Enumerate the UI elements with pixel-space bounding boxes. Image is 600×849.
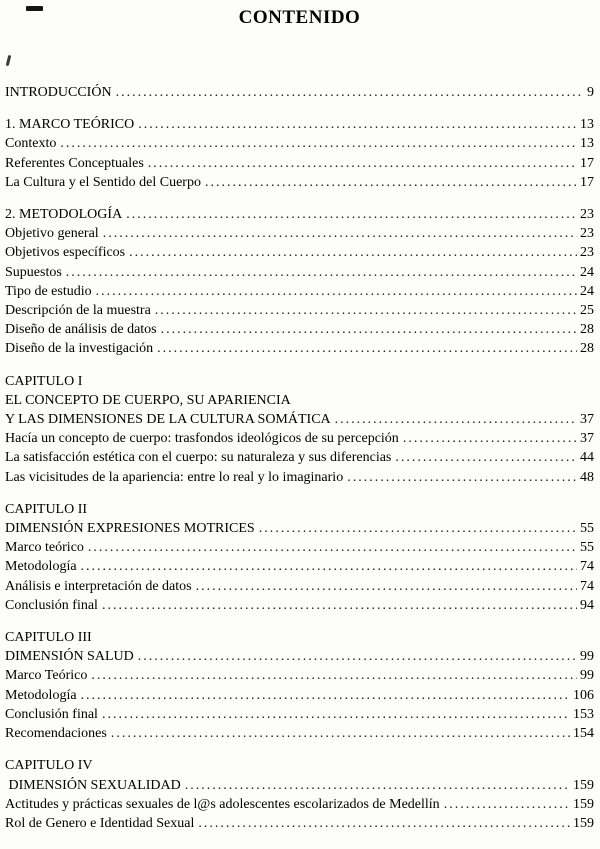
- dot-leader: [198, 814, 570, 833]
- dot-leader: [155, 301, 577, 320]
- dot-leader: [444, 795, 570, 814]
- toc-entry: [5, 519, 594, 538]
- toc-section: [5, 756, 594, 833]
- toc-entry: [5, 263, 594, 282]
- toc-entry-page: 23: [580, 245, 594, 261]
- toc-entry-page: 28: [580, 341, 594, 357]
- toc-entry: [5, 224, 594, 243]
- toc-entry-label: Recomendaciones: [5, 726, 107, 742]
- dot-leader: [161, 320, 577, 339]
- toc-entry-label: Referentes Conceptuales: [5, 155, 144, 171]
- toc-entry: [5, 500, 594, 519]
- toc-entry-page: 17: [580, 155, 594, 171]
- toc-entry-page: 13: [580, 136, 594, 152]
- toc-section: [5, 115, 594, 192]
- toc-entry-page: 23: [580, 207, 594, 223]
- toc-entry: [5, 776, 594, 795]
- toc-section: [5, 205, 594, 359]
- toc-entry-label: CAPITULO I: [5, 373, 83, 389]
- dot-leader: [395, 448, 577, 467]
- toc-entry: [5, 628, 594, 647]
- dot-leader: [81, 686, 570, 705]
- toc-section: [5, 372, 594, 487]
- toc-entry: [5, 795, 594, 814]
- toc-entry-page: 24: [580, 264, 594, 280]
- dot-leader: [403, 429, 577, 448]
- toc-entry: [5, 205, 594, 224]
- dot-leader: [157, 339, 577, 358]
- toc-entry-label: Hacía un concepto de cuerpo: trasfondos ideológicos de su percepción: [5, 431, 399, 447]
- dot-leader: [66, 263, 577, 282]
- toc-entry: [5, 724, 594, 743]
- dot-leader: [102, 596, 577, 615]
- dot-leader: [88, 538, 577, 557]
- toc-entry: [5, 83, 594, 102]
- toc-entry-label: Diseño de análisis de datos: [5, 322, 157, 338]
- toc-entry-page: 25: [580, 303, 594, 319]
- toc-entry: [5, 115, 594, 134]
- scan-artifact-left: [6, 55, 12, 66]
- toc-entry: [5, 301, 594, 320]
- toc-entry-label: Conclusión final: [5, 706, 98, 722]
- toc-entry-page: 99: [580, 668, 594, 684]
- toc-entry-label: Marco teórico: [5, 540, 84, 556]
- dot-leader: [91, 666, 577, 685]
- toc-entry: [5, 686, 594, 705]
- toc-entry-label: DIMENSIÓN SALUD: [5, 649, 134, 665]
- toc-entry-label: Contexto: [5, 136, 57, 152]
- toc-entry-page: 23: [580, 226, 594, 242]
- dot-leader: [347, 468, 577, 487]
- toc-entry-label: EL CONCEPTO DE CUERPO, SU APARIENCIA: [5, 392, 291, 408]
- toc-entry: [5, 666, 594, 685]
- toc-entry-label: Supuestos: [5, 264, 62, 280]
- dot-leader: [138, 115, 577, 134]
- dot-leader: [103, 224, 577, 243]
- toc-entry-page: 28: [580, 322, 594, 338]
- toc-entry-page: 55: [580, 521, 594, 537]
- toc-entry-label: Actitudes y prácticas sexuales de l@s adolescentes escolarizados de Medellín: [5, 796, 440, 812]
- toc-entry: [5, 814, 594, 833]
- toc-entry-label: Análisis e interpretación de datos: [5, 578, 192, 594]
- toc-entry-label: Marco Teórico: [5, 668, 88, 684]
- toc-entry: [5, 134, 594, 153]
- toc-section: [5, 500, 594, 615]
- toc: [5, 83, 594, 833]
- toc-entry-page: 159: [573, 796, 594, 812]
- toc-section: [5, 628, 594, 743]
- toc-entry-label: Conclusión final: [5, 597, 98, 613]
- toc-entry-page: 37: [580, 431, 594, 447]
- toc-entry-label: Tipo de estudio: [5, 283, 92, 299]
- toc-entry-label: Las vicisitudes de la apariencia: entre lo real y lo imaginario: [5, 469, 344, 485]
- toc-entry-page: 154: [573, 726, 594, 742]
- toc-entry: [5, 372, 594, 391]
- toc-entry-page: 37: [580, 412, 594, 428]
- toc-entry-label: Rol de Genero e Identidad Sexual: [5, 815, 195, 831]
- toc-entry-page: 99: [580, 649, 594, 665]
- toc-entry-label: La Cultura y el Sentido del Cuerpo: [5, 174, 201, 190]
- toc-entry: [5, 577, 594, 596]
- toc-entry: [5, 756, 594, 775]
- scan-artifact-top: [26, 6, 43, 11]
- toc-entry-label: CAPITULO III: [5, 630, 92, 646]
- toc-entry-label: Objetivos específicos: [5, 245, 126, 261]
- toc-entry: [5, 538, 594, 557]
- toc-entry: [5, 468, 594, 487]
- dot-leader: [96, 282, 577, 301]
- toc-entry-page: 106: [573, 687, 594, 703]
- dot-leader: [138, 647, 577, 666]
- dot-leader: [196, 577, 577, 596]
- toc-entry-label: Objetivo general: [5, 226, 99, 242]
- dot-leader: [81, 557, 577, 576]
- toc-entry: [5, 320, 594, 339]
- dot-leader: [205, 173, 577, 192]
- toc-entry-label: Metodología: [5, 559, 77, 575]
- dot-leader: [111, 724, 570, 743]
- toc-entry-label: 1. MARCO TEÓRICO: [5, 117, 135, 133]
- toc-entry-page: 74: [580, 578, 594, 594]
- toc-entry-page: 74: [580, 559, 594, 575]
- toc-entry-label: Metodología: [5, 687, 77, 703]
- dot-leader: [60, 134, 577, 153]
- dot-leader: [185, 776, 570, 795]
- toc-entry-page: 17: [580, 174, 594, 190]
- toc-entry-page: 153: [573, 706, 594, 722]
- toc-entry-page: 48: [580, 469, 594, 485]
- dot-leader: [148, 154, 577, 173]
- toc-entry-page: 55: [580, 540, 594, 556]
- toc-entry: [5, 282, 594, 301]
- toc-entry-page: 94: [580, 597, 594, 613]
- toc-entry-label: DIMENSIÓN EXPRESIONES MOTRICES: [5, 521, 255, 537]
- dot-leader: [129, 243, 577, 262]
- toc-entry: [5, 173, 594, 192]
- dot-leader: [116, 83, 584, 102]
- page-title: CONTENIDO: [238, 7, 361, 28]
- toc-entry-page: 44: [580, 450, 594, 466]
- toc-entry-page: 159: [573, 777, 594, 793]
- toc-entry: [5, 339, 594, 358]
- toc-entry-page: 13: [580, 117, 594, 133]
- toc-entry: [5, 154, 594, 173]
- toc-section: [5, 83, 594, 102]
- toc-entry: [5, 596, 594, 615]
- toc-entry-page: 24: [580, 283, 594, 299]
- toc-entry-label: INTRODUCCIÓN: [5, 85, 112, 100]
- toc-entry: [5, 557, 594, 576]
- toc-entry: [5, 429, 594, 448]
- dot-leader: [335, 410, 577, 429]
- toc-entry: [5, 647, 594, 666]
- toc-entry: [5, 243, 594, 262]
- dot-leader: [259, 519, 577, 538]
- toc-entry: [5, 705, 594, 724]
- toc-entry: [5, 410, 594, 429]
- dot-leader: [102, 705, 570, 724]
- toc-entry-label: DIMENSIÓN SEXUALIDAD: [5, 777, 181, 793]
- toc-entry-label: 2. METODOLOGÍA: [5, 207, 123, 223]
- toc-entry: [5, 391, 594, 410]
- toc-entry-label: Y LAS DIMENSIONES DE LA CULTURA SOMÁTICA: [5, 412, 331, 428]
- toc-entry-label: Descripción de la muestra: [5, 303, 151, 319]
- dot-leader: [126, 205, 577, 224]
- toc-entry-page: 159: [573, 815, 594, 831]
- toc-entry-label: CAPITULO II: [5, 501, 88, 517]
- toc-entry-label: Diseño de la investigación: [5, 341, 154, 357]
- toc-entry-page: 9: [587, 85, 594, 100]
- toc-entry-label: La satisfacción estética con el cuerpo: su naturaleza y sus diferencias: [5, 450, 392, 466]
- toc-entry: [5, 448, 594, 467]
- toc-entry-label: CAPITULO IV: [5, 758, 93, 774]
